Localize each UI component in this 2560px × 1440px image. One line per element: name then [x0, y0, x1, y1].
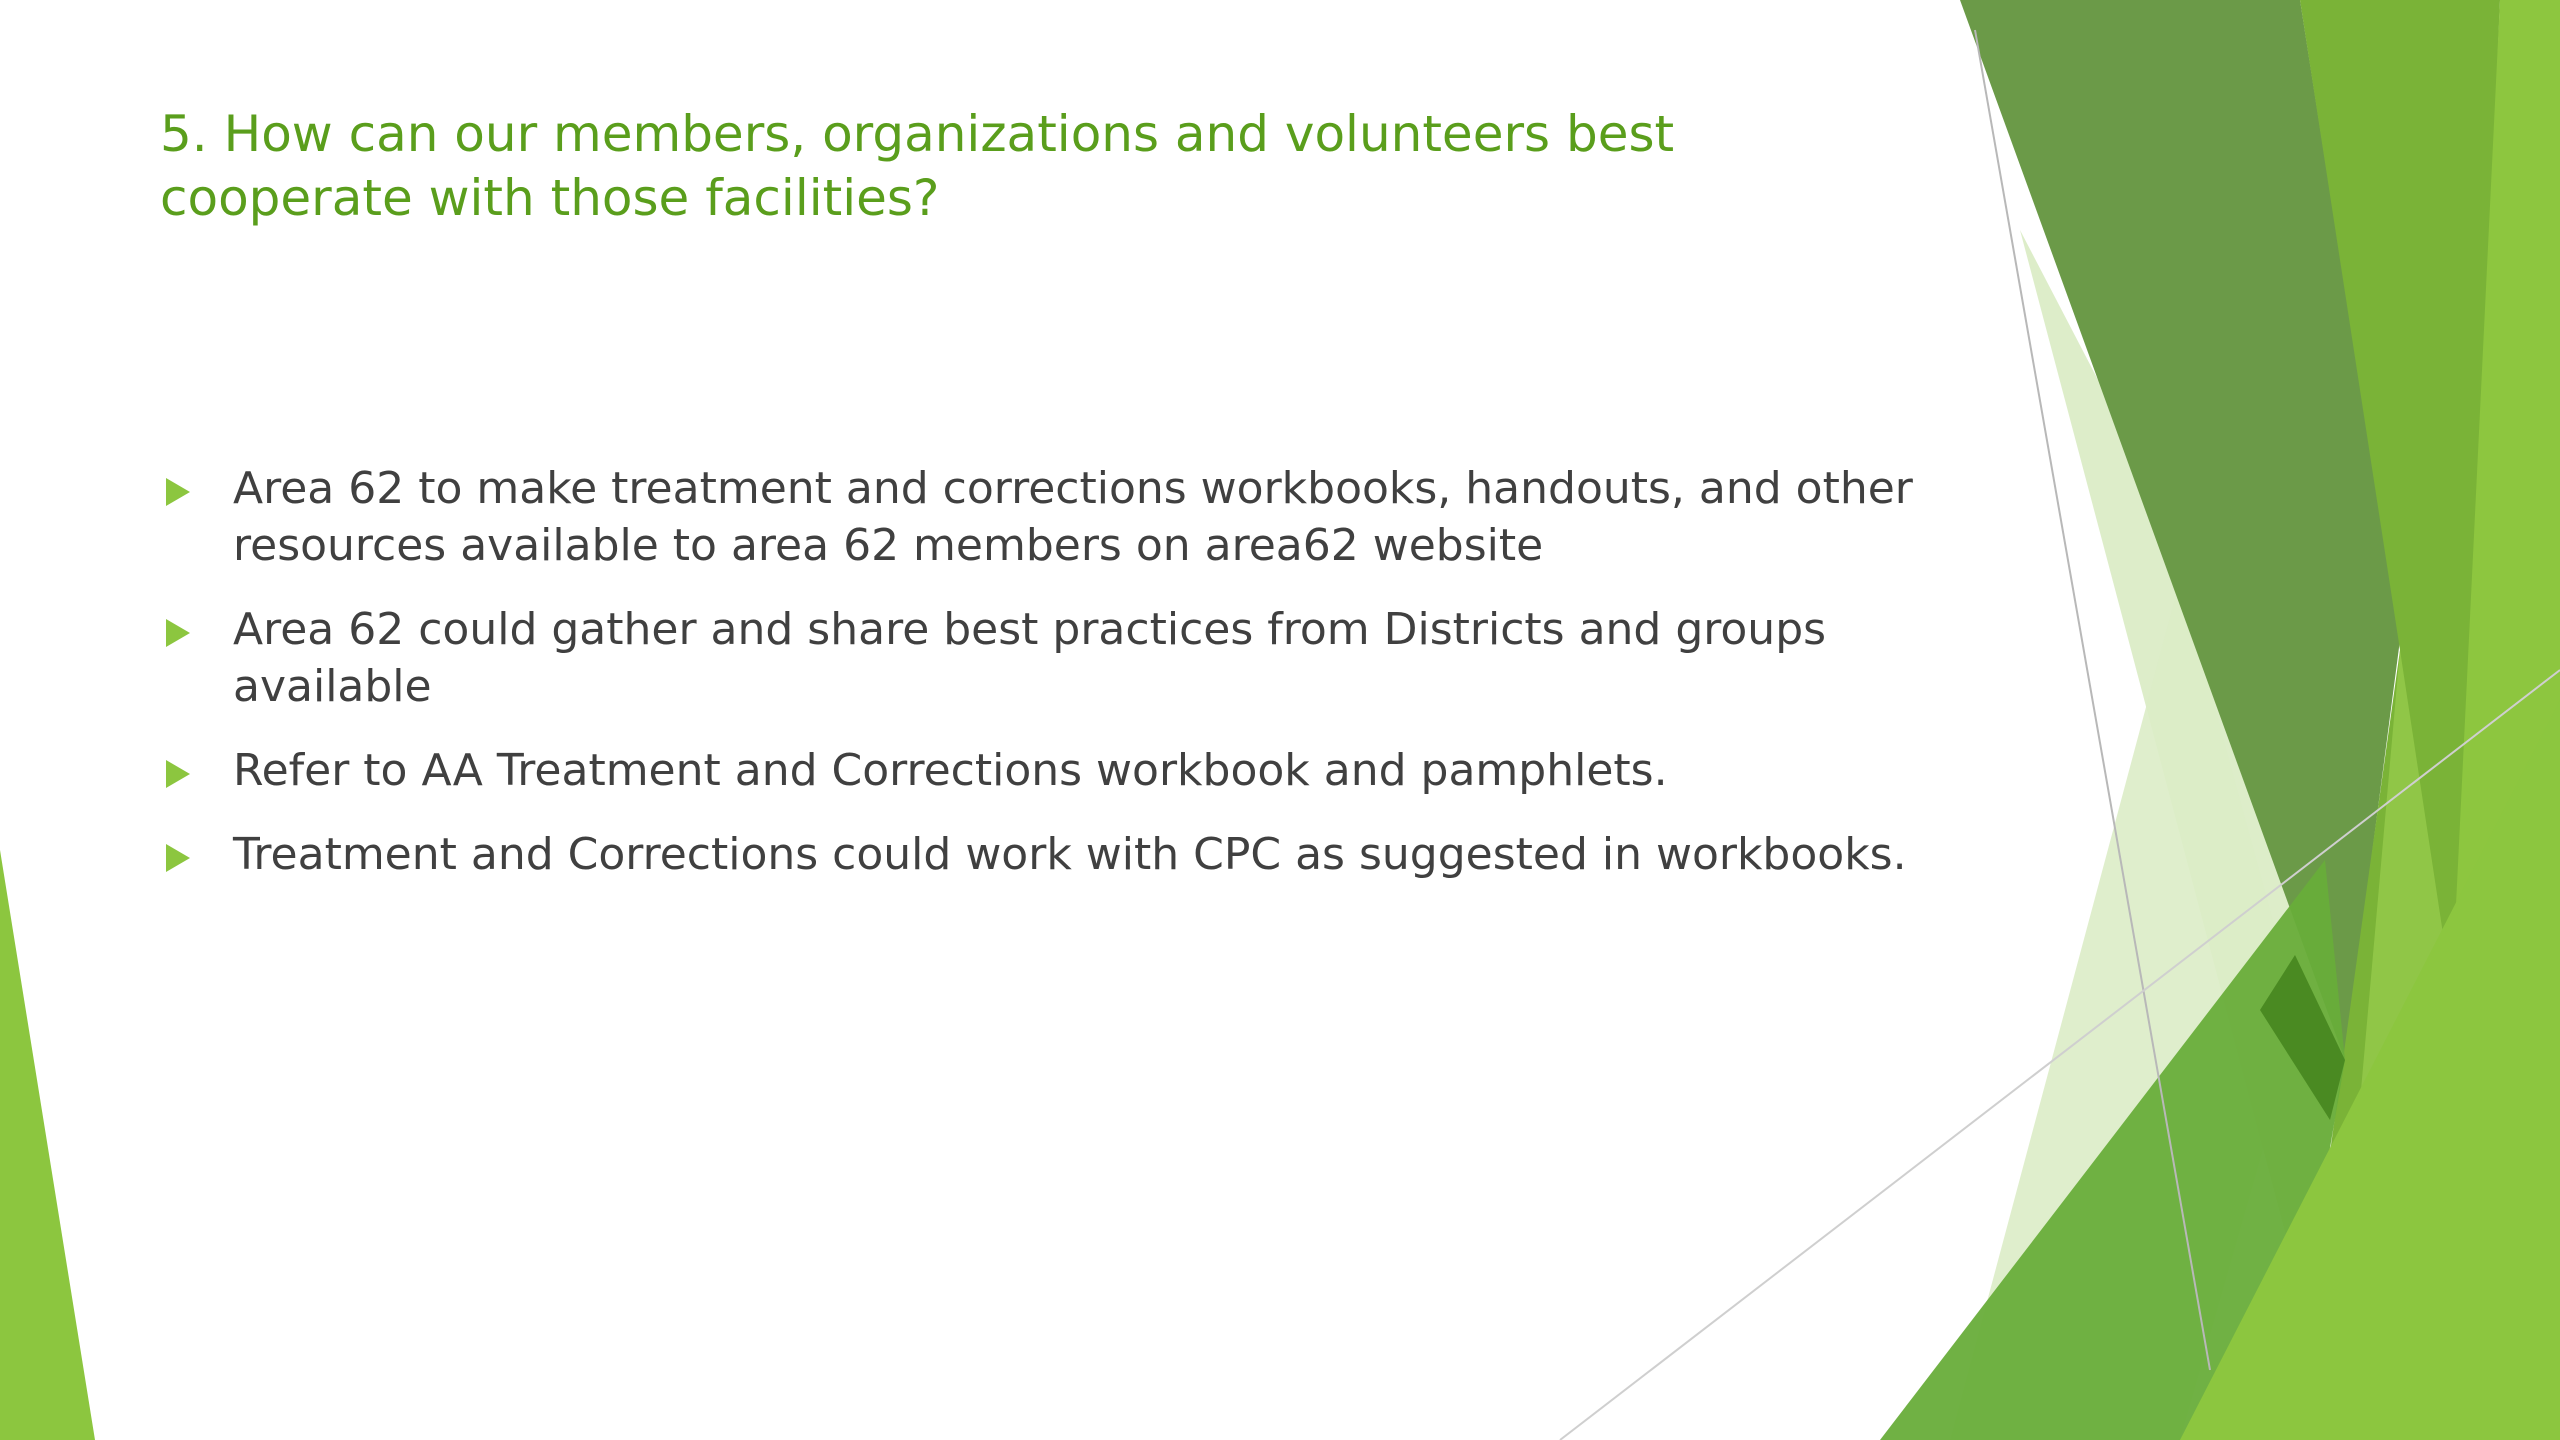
bullet-text-3: Refer to AA Treatment and Corrections workbook and pamphlets. — [233, 745, 1668, 796]
slide-title: 5. How can our members, organizations and volunteers best cooperate with those facilities? — [160, 105, 1675, 227]
triangle-right-bullet-icon — [166, 844, 190, 872]
triangle-right-bullet-icon — [166, 478, 190, 506]
left-accent-shape — [0, 850, 95, 1440]
bullet-item-3 — [160, 742, 1920, 799]
bullet-text-1: Area 62 to make treatment and corrections workbooks, handouts, and other resources available to area 62 members on area62 website — [233, 463, 1913, 571]
bullet-text-2: Area 62 could gather and share best practices from Districts and groups available — [233, 604, 1827, 712]
triangle-right-bullet-icon — [166, 619, 190, 647]
bullet-text-4: Treatment and Corrections could work with CPC as suggested in workbooks. — [233, 829, 1907, 880]
bullet-item-2 — [160, 601, 1920, 715]
bullet-list — [160, 460, 1920, 910]
bullet-item-1 — [160, 460, 1920, 574]
triangle-right-bullet-icon — [166, 760, 190, 788]
bullet-item-4 — [160, 826, 1920, 883]
